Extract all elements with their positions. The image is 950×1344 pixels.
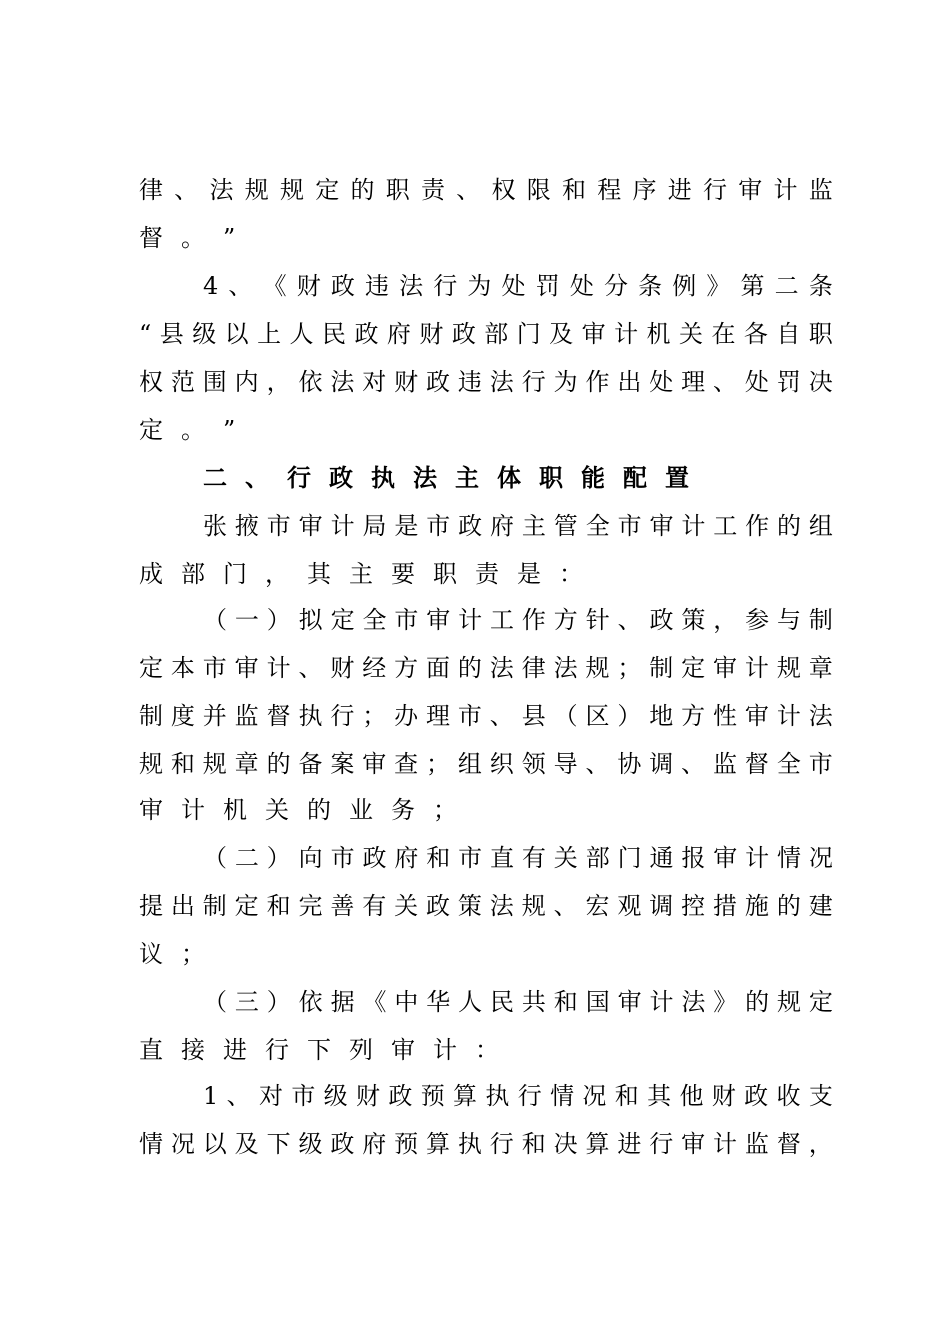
text-line: 权 范 围 内 ， 依 法 对 财 政 违 法 行 为 作 出 处 理 、 处 罚 决	[139, 368, 833, 396]
text-line: 定 。 ”	[139, 416, 236, 444]
text-line: 议 ；	[139, 940, 205, 968]
text-line: 定 本 市 审 计 、 财 经 方 面 的 法 律 法 规 ； 制 定 审 计 规 章	[139, 654, 833, 682]
text-line: 1 、 对 市 级 财 政 预 算 执 行 情 况 和 其 他 财 政 收 支	[203, 1082, 833, 1110]
text-line: 制 度 并 监 督 执 行 ； 办 理 市 、 县 （ 区 ） 地 方 性 审 计 法	[139, 702, 833, 730]
text-line: 情 况 以 及 下 级 政 府 预 算 执 行 和 决 算 进 行 审 计 监 督 ，	[139, 1130, 833, 1158]
text-line: 规 和 规 章 的 备 案 审 查 ； 组 织 领 导 、 协 调 、 监 督 全 市	[139, 750, 833, 778]
text-line: 提 出 制 定 和 完 善 有 关 政 策 法 规 、 宏 观 调 控 措 施 的 建	[139, 892, 833, 920]
text-line: （ 二 ） 向 市 政 府 和 市 直 有 关 部 门 通 报 审 计 情 况	[203, 844, 833, 872]
text-line: （ 三 ） 依 据 《 中 华 人 民 共 和 国 审 计 法 》 的 规 定	[203, 988, 833, 1016]
text-line: 4 、 《 财 政 违 法 行 为 处 罚 处 分 条 例 》 第 二 条	[203, 272, 833, 300]
text-line: 张 掖 市 审 计 局 是 市 政 府 主 管 全 市 审 计 工 作 的 组	[203, 512, 833, 540]
text-line: “ 县 级 以 上 人 民 政 府 财 政 部 门 及 审 计 机 关 在 各 自 职	[139, 320, 833, 348]
text-line: （ 一 ） 拟 定 全 市 审 计 工 作 方 针 、 政 策 ， 参 与 制	[203, 606, 833, 634]
section-heading: 二 、 行 政 执 法 主 体 职 能 配 置	[203, 464, 689, 492]
text-line: 督 。 ”	[139, 224, 236, 252]
text-line: 直 接 进 行 下 列 审 计 ：	[139, 1036, 499, 1064]
text-line: 成 部 门 ， 其 主 要 职 责 是 ：	[139, 560, 583, 588]
text-line: 律 、 法 规 规 定 的 职 责 、 权 限 和 程 序 进 行 审 计 监	[139, 176, 833, 204]
text-line: 审 计 机 关 的 业 务 ；	[139, 796, 457, 824]
